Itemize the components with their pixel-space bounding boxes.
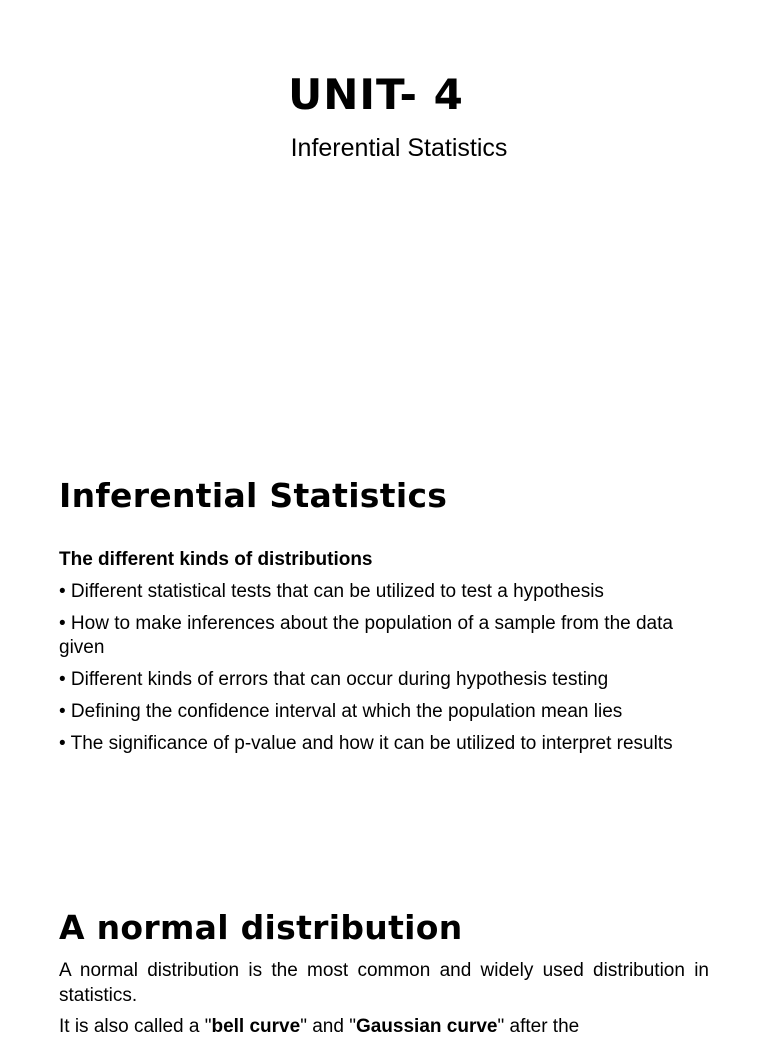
topic-list — [59, 548, 709, 764]
paragraph-text: " after the — [497, 1016, 580, 1037]
unit-subtitle: Inferential Statistics — [290, 134, 508, 162]
list-item: • How to make inferences about the population of a sample from the data given — [59, 613, 673, 658]
paragraph — [59, 1014, 709, 1039]
paragraph-text: " and " — [300, 1016, 356, 1037]
bold-term: Gaussian curve — [355, 1016, 498, 1037]
paragraph-text: It is also called a " — [59, 1016, 212, 1037]
slide-heading: Inferential Statistics — [59, 476, 448, 515]
list-item: • Different kinds of errors that can occur during hypothesis testing — [59, 669, 609, 690]
slide-heading: A normal distribution — [59, 908, 463, 947]
title-slide — [0, 0, 768, 440]
normal-distribution-slide — [0, 880, 768, 1037]
list-item: • Defining the confidence interval at which the population mean lies — [59, 701, 623, 722]
slide-body — [59, 958, 709, 1045]
inferential-statistics-slide — [0, 440, 768, 880]
list-lead: The different kinds of distributions — [59, 549, 373, 570]
bold-term: bell curve — [211, 1016, 301, 1037]
unit-title: UNIT- 4 — [288, 70, 464, 119]
list-item: • Different statistical tests that can be utilized to test a hypothesis — [59, 581, 604, 602]
list-item: • The significance of p-value and how it can be utilized to interpret results — [59, 733, 673, 754]
paragraph: A normal distribution is the most common and widely used distribution in statistics. — [59, 960, 709, 1006]
